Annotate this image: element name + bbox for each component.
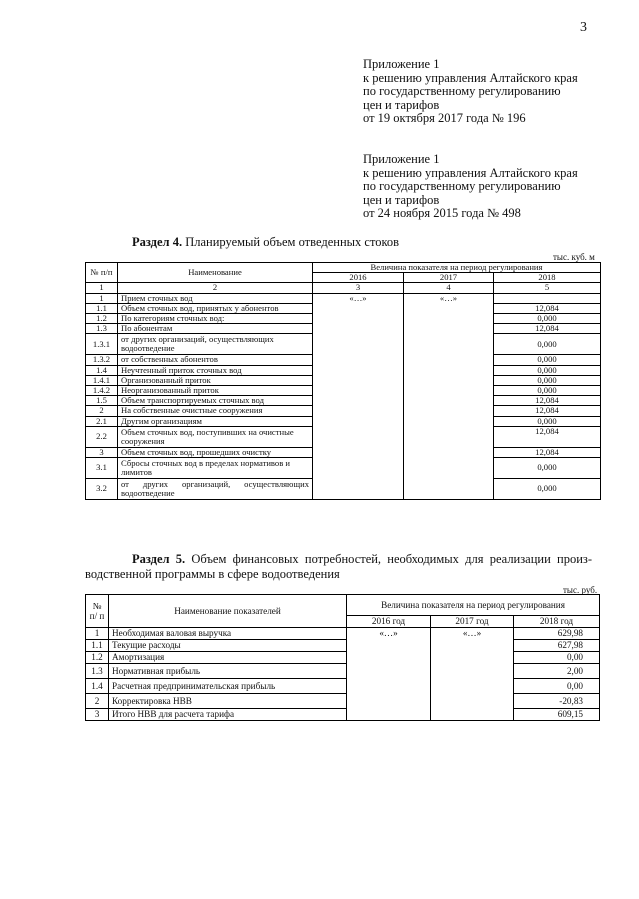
row-number: 1.4 xyxy=(86,679,109,694)
row-number: 1.3.1 xyxy=(86,334,118,355)
value-2018: 0,000 xyxy=(494,386,601,396)
row-name: Корректировка НВВ xyxy=(109,694,347,709)
row-name: Текущие расходы xyxy=(109,640,347,652)
col-number: 1 xyxy=(86,283,118,293)
row-number: 1.4 xyxy=(86,365,118,375)
appendix-line: цен и тарифов xyxy=(363,192,440,207)
appendix-line: от 24 ноября 2015 года № 498 xyxy=(363,206,521,221)
row-name: Расчетная предпринимательская прибыль xyxy=(109,679,347,694)
table-row xyxy=(86,293,601,303)
value-2018: 0,000 xyxy=(494,479,601,500)
value-2018: 2,00 xyxy=(514,664,600,679)
appendix-line: цен и тарифов xyxy=(363,97,440,112)
row-number: 1.5 xyxy=(86,396,118,406)
value-2018 xyxy=(494,293,601,303)
appendix-line: по государственному регулированию xyxy=(363,179,561,194)
row-number: 1 xyxy=(86,628,109,640)
value-2017: «…» xyxy=(404,293,494,499)
row-name: Объем сточных вод, прошедших очистку xyxy=(118,447,313,457)
row-name: Итого НВВ для расчета тарифа xyxy=(109,709,347,721)
header-name: Наименование xyxy=(118,263,313,283)
appendix-line: от 19 октября 2017 года № 196 xyxy=(363,111,526,126)
row-number: 1.3.2 xyxy=(86,355,118,365)
row-name: Объем сточных вод, принятых у абонентов xyxy=(118,303,313,313)
section5-table xyxy=(85,594,600,721)
row-number: 1.4.2 xyxy=(86,386,118,396)
value-2018: 627,98 xyxy=(514,640,600,652)
value-2018: 0,000 xyxy=(494,314,601,324)
value-2018: 629,98 xyxy=(514,628,600,640)
header-year-2017: 2017 год xyxy=(431,616,514,628)
table-row xyxy=(86,640,600,652)
row-number: 1.1 xyxy=(86,303,118,313)
row-number: 1 xyxy=(86,293,118,303)
value-2018: 609,15 xyxy=(514,709,600,721)
section4-title-bold: Раздел 4. xyxy=(132,235,183,249)
table-row xyxy=(86,652,600,664)
section5-title xyxy=(132,552,592,567)
value-2018: 0,000 xyxy=(494,355,601,365)
row-name: Объем транспортируемых сточных вод xyxy=(118,396,313,406)
col-number: 3 xyxy=(313,283,404,293)
row-name: Объем сточных вод, поступивших на очистные сооружения xyxy=(118,426,313,447)
row-number: 1.1 xyxy=(86,640,109,652)
value-2018: 0,00 xyxy=(514,652,600,664)
page-number: 3 xyxy=(580,20,587,35)
value-2018: 0,000 xyxy=(494,416,601,426)
row-name: Необходимая валовая выручка xyxy=(109,628,347,640)
header-name: Наименование показателей xyxy=(109,595,347,628)
value-2018: 12,084 xyxy=(494,324,601,334)
row-name: Сбросы сточных вод в пределах нормативов и лимитов xyxy=(118,458,313,479)
section5-unit: тыс. руб. xyxy=(563,585,598,595)
row-number: 1.4.1 xyxy=(86,375,118,385)
row-name: Организованный приток xyxy=(118,375,313,385)
row-number: 1.3 xyxy=(86,324,118,334)
value-2018: 12,084 xyxy=(494,406,601,416)
header-period: Величина показателя на период регулирования xyxy=(347,595,600,616)
table-row xyxy=(86,628,600,640)
col-number: 4 xyxy=(404,283,494,293)
row-name: Неорганизованный приток xyxy=(118,386,313,396)
appendix-previous xyxy=(363,153,578,221)
section4-title xyxy=(132,235,399,250)
col-number: 2 xyxy=(118,283,313,293)
header-year-2016: 2016 xyxy=(313,273,404,283)
section4-title-text: Планируемый объем отведенных стоков xyxy=(182,235,400,249)
header-year-2017: 2017 xyxy=(404,273,494,283)
row-name: Прием сточных вод xyxy=(118,293,313,303)
row-number: 1.2 xyxy=(86,314,118,324)
value-2018: 12,084 xyxy=(494,447,601,457)
section4-unit: тыс. куб. м xyxy=(553,252,595,262)
header-period: Величина показателя на период регулирования xyxy=(313,263,601,273)
row-number: 2.2 xyxy=(86,426,118,447)
value-2018: 12,084 xyxy=(494,303,601,313)
table-row xyxy=(86,709,600,721)
row-number: 2.1 xyxy=(86,416,118,426)
row-name: Другим организациям xyxy=(118,416,313,426)
header-year-2018: 2018 год xyxy=(514,616,600,628)
row-name: от других организаций, осуществляющих водоотведение xyxy=(118,334,313,355)
value-2018: 0,000 xyxy=(494,334,601,355)
value-2018: 12,084 xyxy=(494,396,601,406)
appendix-line: к решению управления Алтайского края xyxy=(363,165,578,180)
appendix-line: Приложение 1 xyxy=(363,57,440,71)
value-2018: 0,000 xyxy=(494,458,601,479)
row-name: от других организаций, осуществляющих водоотведение xyxy=(118,479,313,500)
row-number: 2 xyxy=(86,694,109,709)
row-number: 1.2 xyxy=(86,652,109,664)
header-num: № п/п xyxy=(86,263,118,283)
appendix-line: по государственному регулированию xyxy=(363,84,561,99)
col-number: 5 xyxy=(494,283,601,293)
value-2017: «…» xyxy=(431,628,514,721)
table-row xyxy=(86,664,600,679)
row-number: 3.1 xyxy=(86,458,118,479)
table-row xyxy=(86,694,600,709)
appendix-line: Приложение 1 xyxy=(363,152,440,166)
row-number: 3 xyxy=(86,447,118,457)
header-year-2016: 2016 год xyxy=(347,616,431,628)
row-name: По абонентам xyxy=(118,324,313,334)
row-number: 1.3 xyxy=(86,664,109,679)
row-number: 3.2 xyxy=(86,479,118,500)
header-year-2018: 2018 xyxy=(494,273,601,283)
value-2018: 0,000 xyxy=(494,375,601,385)
row-name: от собственных абонентов xyxy=(118,355,313,365)
row-name: По категориям сточных вод: xyxy=(118,314,313,324)
section5-title-line2: водственной программы в сфере водоотведения xyxy=(85,567,340,581)
row-name: На собственные очистные сооружения xyxy=(118,406,313,416)
row-name: Амортизация xyxy=(109,652,347,664)
row-number: 3 xyxy=(86,709,109,721)
value-2018: 12,084 xyxy=(494,426,601,447)
section5-title-text: Объем финансовых потребностей, необходимых для реализации произ- xyxy=(185,552,592,566)
appendix-current xyxy=(363,58,578,126)
value-2018: -20,83 xyxy=(514,694,600,709)
table-row xyxy=(86,679,600,694)
row-name: Неучтенный приток сточных вод xyxy=(118,365,313,375)
value-2018: 0,00 xyxy=(514,679,600,694)
appendix-line: к решению управления Алтайского края xyxy=(363,70,578,85)
section4-table xyxy=(85,262,601,500)
value-2016: «…» xyxy=(347,628,431,721)
section5-title-bold: Раздел 5. xyxy=(132,552,186,566)
value-2018: 0,000 xyxy=(494,365,601,375)
value-2016: «…» xyxy=(313,293,404,499)
header-num: № п/ п xyxy=(86,595,109,628)
row-number: 2 xyxy=(86,406,118,416)
row-name: Нормативная прибыль xyxy=(109,664,347,679)
